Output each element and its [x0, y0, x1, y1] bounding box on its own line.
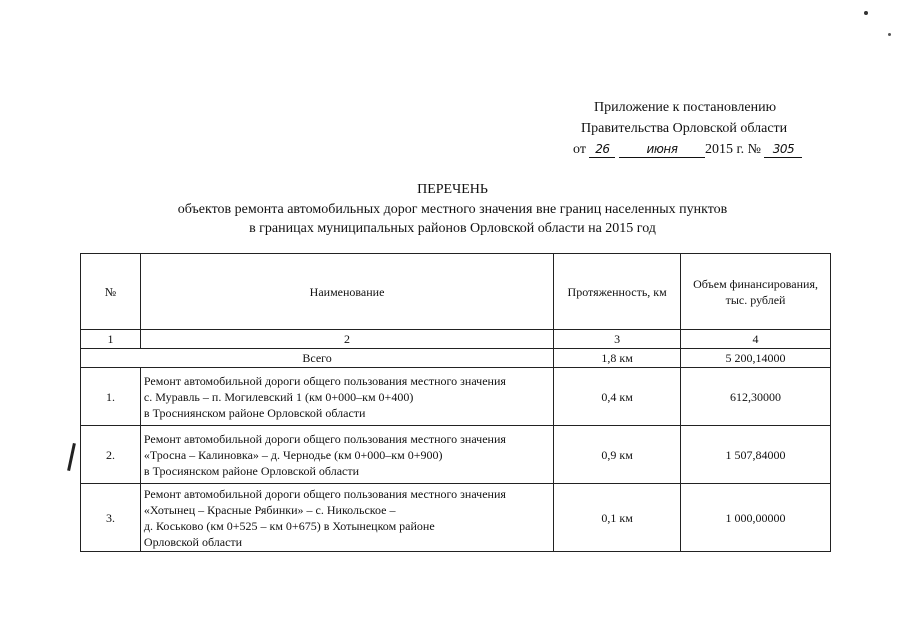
row-name-line: «Тросна – Калиновка» – д. Чернодье (км 0+000–км 0+900)	[143, 447, 443, 462]
row-name-line: Ремонт автомобильной дороги общего пользования местного значения	[143, 431, 506, 446]
row-name-line: с. Муравль – п. Могилевский 1 (км 0+000–км 0+400)	[143, 389, 414, 404]
scan-speck	[864, 11, 868, 15]
handwritten-number: 305	[772, 142, 795, 156]
row-length: 0,9 км	[554, 426, 681, 484]
document-subtitle-2: в границах муниципальных районов Орловской области на 2015 год	[249, 221, 656, 236]
document-number-field	[764, 142, 802, 158]
appendix-date-line	[560, 139, 830, 160]
scan-speck	[888, 33, 891, 36]
total-length: 1,8 км	[554, 349, 681, 368]
row-number: 2.	[81, 426, 141, 484]
total-row	[81, 349, 831, 368]
row-name-line: в Тросиянском районе Орловской области	[143, 463, 360, 478]
table-header-row	[81, 254, 831, 330]
row-name	[140, 426, 553, 484]
appendix-block	[560, 97, 830, 160]
row-name-line: Ремонт автомобильной дороги общего пользования местного значения	[143, 486, 506, 501]
row-name-line: д. Коськово (км 0+525 – км 0+675) в Хотынецком районе	[143, 518, 435, 533]
table-row	[81, 368, 831, 426]
date-prefix: от	[573, 142, 586, 157]
column-number: 2	[140, 330, 553, 349]
pen-mark	[67, 443, 76, 471]
row-number: 1.	[81, 368, 141, 426]
row-amount: 612,30000	[681, 368, 831, 426]
row-name	[140, 368, 553, 426]
handwritten-day: 26	[595, 142, 610, 156]
row-amount: 1 000,00000	[681, 484, 831, 552]
total-amount: 5 200,14000	[681, 349, 831, 368]
table-row	[81, 426, 831, 484]
row-amount: 1 507,84000	[681, 426, 831, 484]
date-month-field	[619, 142, 705, 158]
row-name-line: «Хотынец – Красные Рябинки» – с. Никольское –	[143, 502, 396, 517]
column-number: 3	[554, 330, 681, 349]
row-number: 3.	[81, 484, 141, 552]
roads-table	[80, 253, 831, 552]
header-name: Наименование	[140, 254, 553, 330]
date-year: 2015 г. №	[704, 142, 761, 157]
header-number: №	[81, 254, 141, 330]
row-length: 0,4 км	[554, 368, 681, 426]
date-day-field	[589, 142, 615, 158]
row-name-line: в Тросниянском районе Орловской области	[143, 405, 366, 420]
total-label: Всего	[81, 349, 554, 368]
column-number-row	[81, 330, 831, 349]
appendix-line-1: Приложение к постановлению	[594, 100, 777, 115]
header-length: Протяженность, км	[554, 254, 681, 330]
document-heading: ПЕРЕЧЕНЬ	[417, 182, 488, 197]
column-number: 4	[681, 330, 831, 349]
appendix-line-2: Правительства Орловской области	[581, 121, 788, 136]
header-amount: Объем финансирования, тыс. рублей	[681, 254, 831, 330]
column-number: 1	[81, 330, 141, 349]
row-name	[140, 484, 553, 552]
handwritten-month: июня	[646, 142, 678, 156]
document-subtitle-1: объектов ремонта автомобильных дорог местного значения вне границ населенных пунктов	[177, 202, 728, 217]
row-name-line: Орловской области	[143, 534, 243, 549]
row-length: 0,1 км	[554, 484, 681, 552]
row-name-line: Ремонт автомобильной дороги общего пользования местного значения	[143, 373, 506, 388]
table-row	[81, 484, 831, 552]
